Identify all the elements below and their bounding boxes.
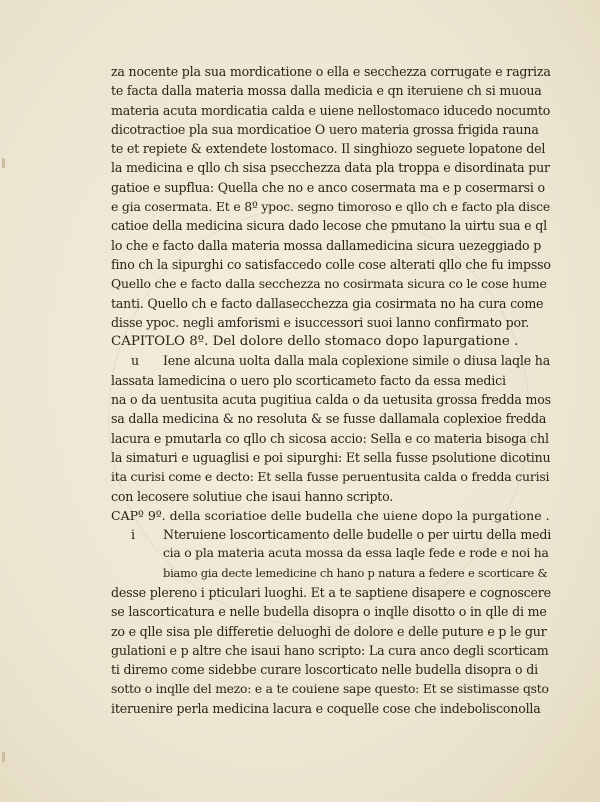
- text-line: catioe della medicina sicura dado lecose che pmutano la uirtu sua e ql: [111, 218, 547, 234]
- chapter-heading: CAPº 9º. della scoriatioe delle budella che uiene dopo la purgatione .: [111, 507, 550, 523]
- text-line: lacura e pmutarla co qllo ch sicosa accio: Sella e co materia bisoga chl: [111, 430, 549, 446]
- chapter-8: [111, 332, 551, 506]
- text-line: na o da uentusita acuta pugitiua calda o da uetusita grossa fredda mos: [111, 392, 551, 408]
- text-line: la simaturi e uguaglisi e poi sipurghi: Et sella fusse psolutione dicotinu: [111, 449, 551, 465]
- text-line-content: Nteruiene loscorticamento delle budelle o per uirtu della medi: [163, 527, 551, 543]
- text-line: [111, 351, 551, 370]
- text-line: con lecosere solutiue che isaui hanno scripto.: [111, 488, 394, 504]
- text-block: [111, 62, 551, 718]
- text-line: zo e qlle sisa ple differetie deluoghi de dolore e delle puture e p le gur: [111, 623, 547, 639]
- text-line: za nocente pla sua mordicatione o ella e secchezza corrugate e ragriza: [111, 64, 551, 79]
- chapter-9: [111, 506, 551, 718]
- text-line: ita curisi come e decto: Et sella fusse peruentusita calda o fredda curisi: [111, 469, 550, 485]
- text-line: dicotractioe pla sua mordicatioe O uero materia grossa frigida rauna: [111, 121, 539, 137]
- text-line-content: Iene alcuna uolta dalla mala coplexione simile o diusa laqle ha: [163, 353, 550, 369]
- text-line: gatioe e supflua: Quella che no e anco cosermata ma e p cosermarsi o: [111, 179, 545, 195]
- chapter-heading: CAPITOLO 8º. Del dolore dello stomaco dopo lapurgatione .: [111, 334, 519, 350]
- text-line: desse plereno i pticulari luoghi. Et a te saptiene disapere e cognoscere: [111, 585, 551, 601]
- binding-mark: [2, 158, 5, 168]
- guide-letter: u: [131, 353, 139, 369]
- text-line: sotto o inqlle del mezo: e a te couiene sape questo: Et se sistimasse qsto: [111, 681, 549, 696]
- guide-letter: i: [131, 527, 135, 543]
- text-line: la medicina e qllo ch sisa psecchezza data pla troppa e disordinata pur: [111, 160, 550, 176]
- text-line: materia acuta mordicatia calda e uiene nellostomaco iducedo nocumto: [111, 102, 551, 118]
- text-line: te facta dalla materia mossa dalla medicia e qn iteruiene ch si muoua: [111, 83, 542, 99]
- text-line: lassata lamedicina o uero plo scorticameto facto da essa medici: [111, 372, 506, 388]
- text-line: biamo gia decte lemedicine ch hano p natura a federe e scorticare &: [163, 565, 548, 580]
- text-line: iteruenire perla medicina lacura e coquelle cose che indebolisconolla: [111, 700, 541, 716]
- text-line: sa dalla medicina & no resoluta & se fusse dallamala coplexioe fredda: [111, 411, 547, 427]
- text-line: [111, 525, 551, 544]
- text-line: se lascorticatura e nelle budella disopra o inqlle disotto o in qlle di me: [111, 604, 547, 620]
- text-line: e gia cosermata. Et e 8º ypoc. segno timoroso e qllo ch e facto pla disce: [111, 199, 551, 215]
- text-line: lo che e facto dalla materia mossa dallamedicina sicura uezeggiado p: [111, 237, 542, 253]
- text-line: fino ch la sipurghi co satisfaccedo colle cose alterati qllo che fu impsso: [111, 256, 551, 272]
- text-line: disse ypoc. negli amforismi e isuccessori suoi lanno confirmato por.: [111, 314, 530, 330]
- text-line: gulationi e p altre che isaui hano scripto: La cura anco degli scorticam: [111, 642, 549, 658]
- text-line: tanti. Quello ch e facto dallasecchezza gia cosirmata no ha cura come: [111, 295, 544, 311]
- text-line: Quello che e facto dalla secchezza no cosirmata sicura co le cose hume: [111, 276, 547, 292]
- text-line: cia o pla materia acuta mossa da essa laqle fede e rode e noi ha: [163, 546, 549, 561]
- text-line: te et repiete & extendete lostomaco. Il singhiozo seguete lopatone del: [111, 141, 546, 157]
- section-continuation: [111, 62, 551, 332]
- text-line: ti diremo come sidebbe curare loscorticato nelle budella disopra o di: [111, 662, 538, 678]
- binding-mark: [2, 752, 5, 762]
